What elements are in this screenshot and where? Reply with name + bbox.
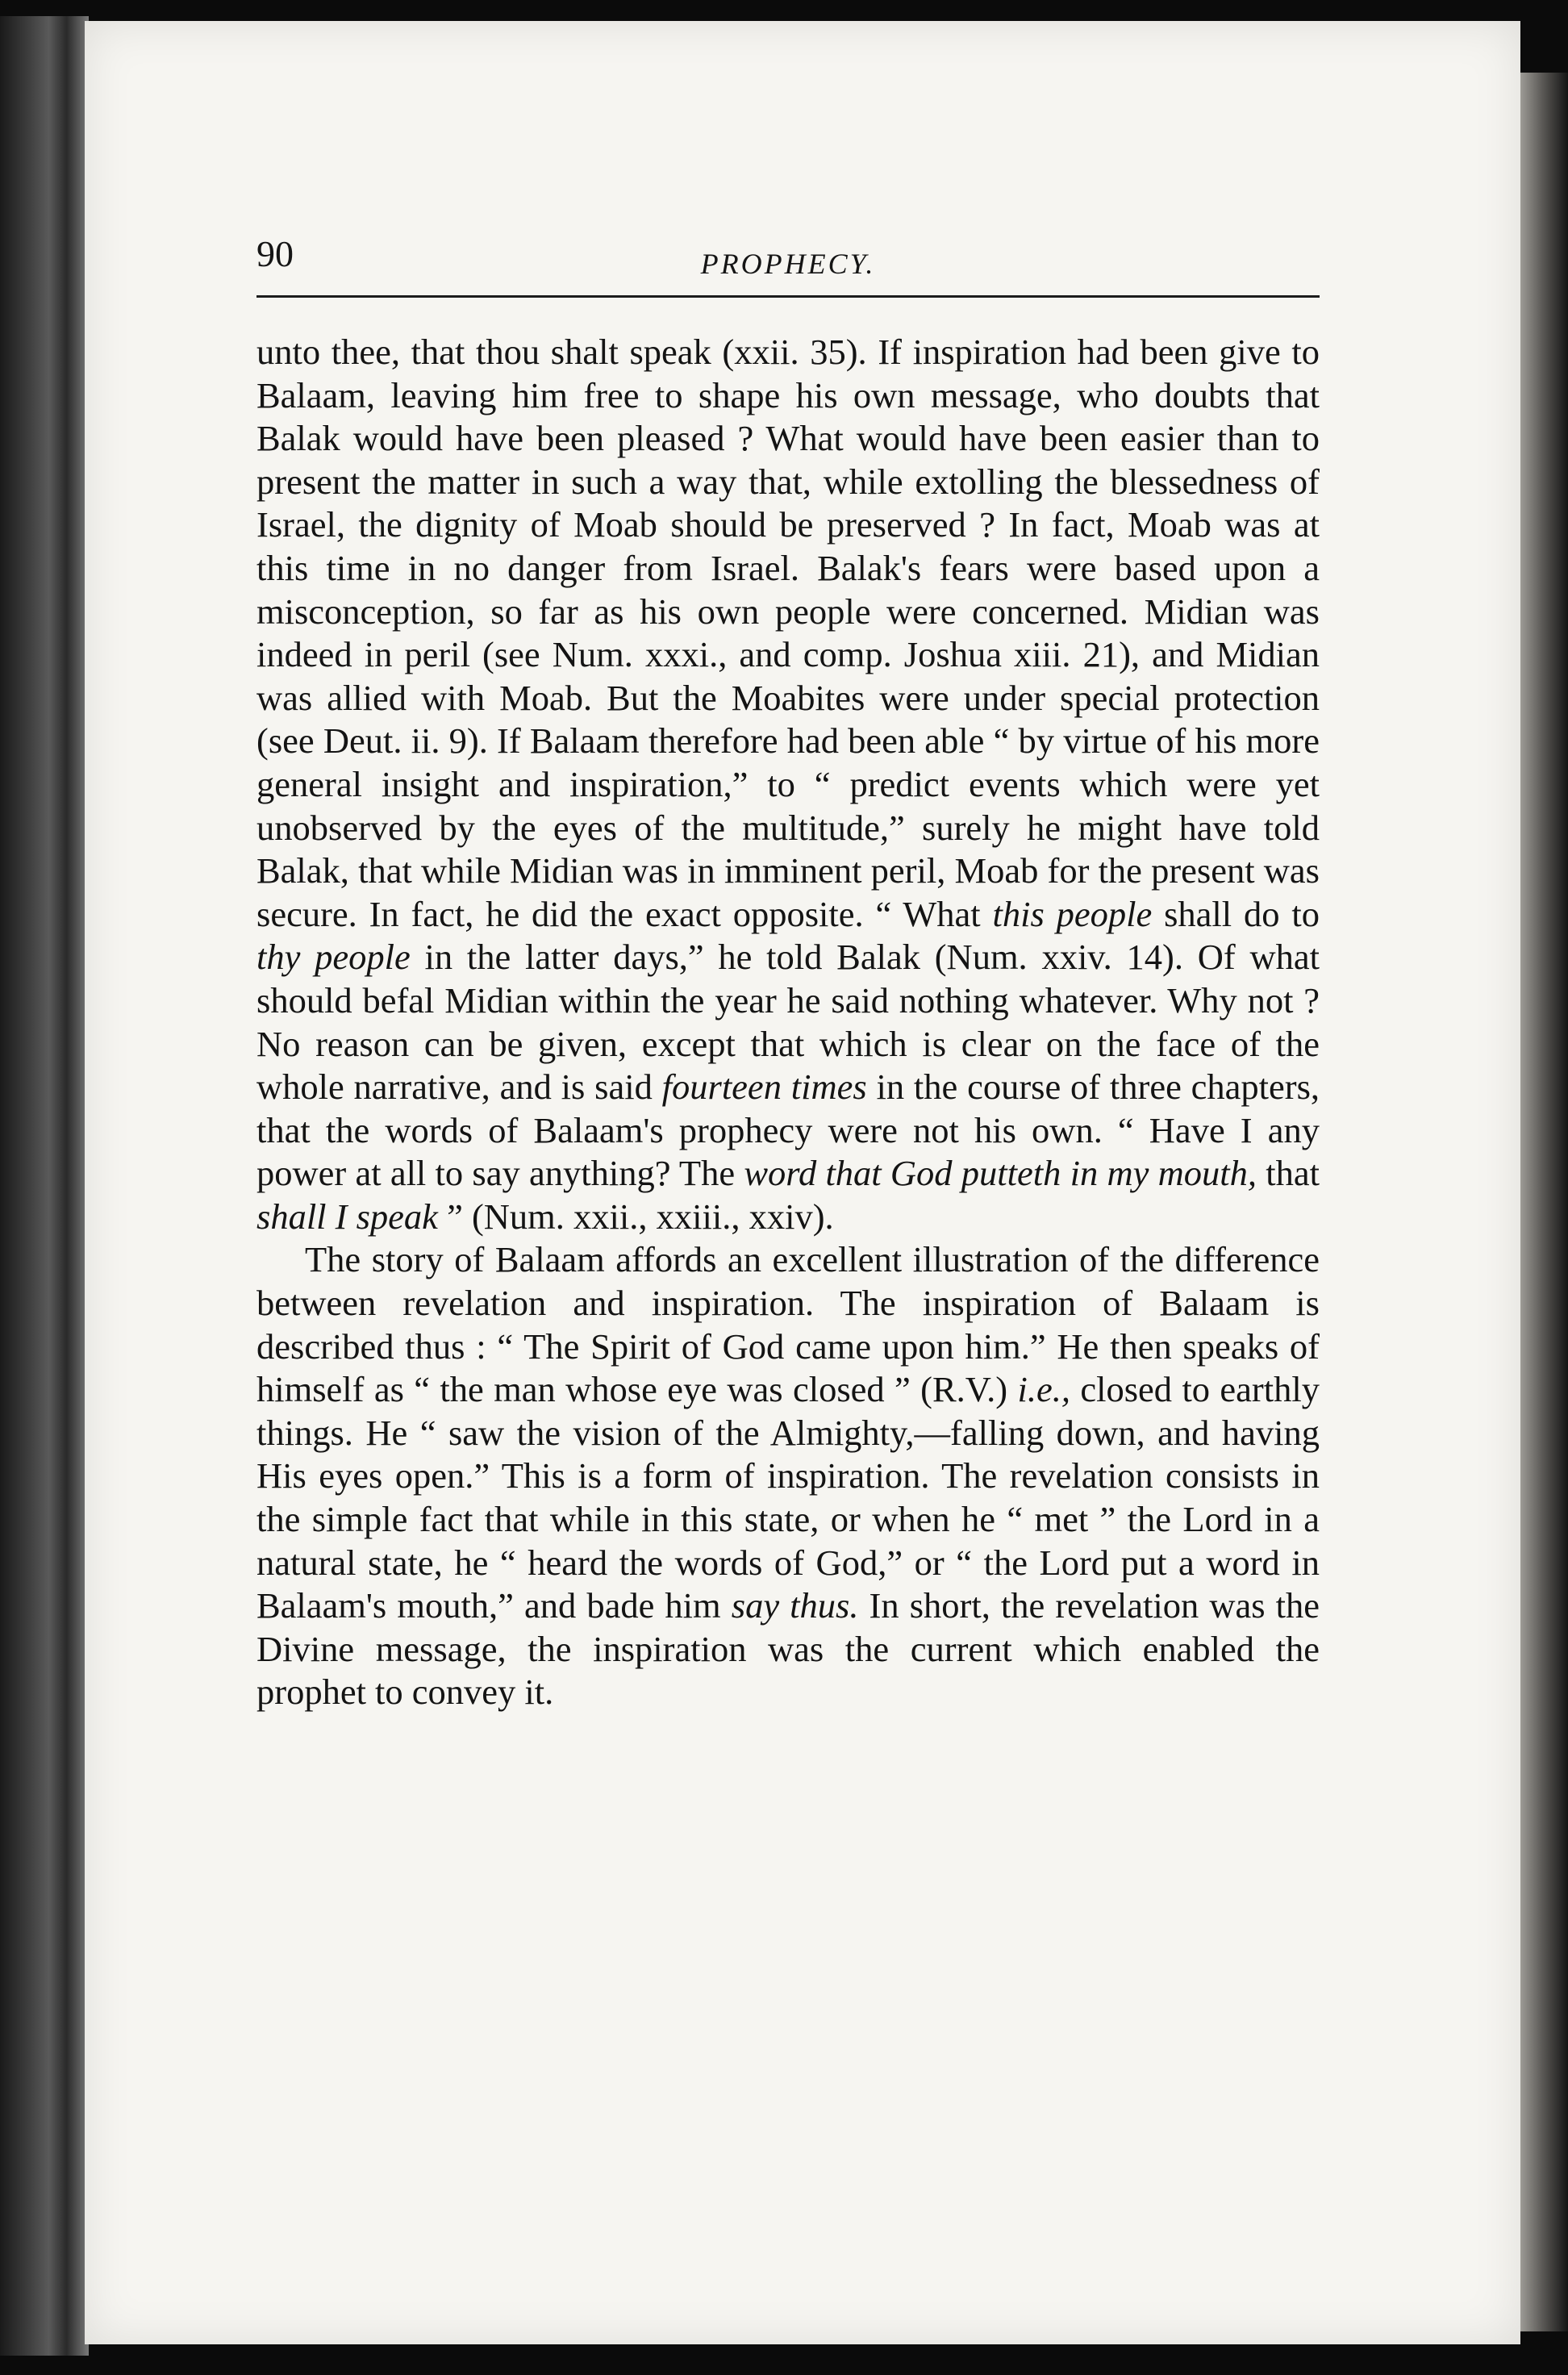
text-run: in the course of three chapters, that the words of Balaam's prophecy were not his own. “ Have I any power at all to say anything? The <box>256 1066 1320 1194</box>
text-run: that <box>1257 1153 1320 1194</box>
italic-run: word that God putteth in my mouth, <box>744 1153 1257 1194</box>
text-run: The story of Balaam affords an excellent illustration of the difference between revelation and inspiration. The inspiration of Balaam is described thus : “ The Spirit of God came upon him.” He then speaks of himself as “ the man whose eye was closed ” (R.V.) <box>256 1239 1320 1410</box>
page-header <box>256 219 1320 300</box>
italic-run: this people <box>992 893 1153 934</box>
paragraph-1 <box>256 331 1320 1238</box>
italic-run: say thus. <box>731 1585 859 1626</box>
italic-run: fourteen times <box>661 1066 867 1108</box>
italic-run: thy people <box>256 937 411 978</box>
text-run: unto thee, that thou shalt speak (xxii. 35). If inspiration had been give to Balaam, leaving him free to shape his own message, who doubts that Balak would have been pleased ? What would have been easier than to present the matter in such a way that, while extolling the blessedness of Israel, the dignity of Moab should be preserved ? In fact, Moab was at this time in no danger from Israel. Balak's fears were based upon a misconception, so far as his own people were concerned. Midian was indeed in peril (see Num. xxxi., and comp. Joshua xiii. 21), and Midian was allied with Moab. But the Moabites were under special protection (see Deut. ii. 9). If Balaam therefore had been able “ by virtue of his more general insight and inspiration,” to “ predict events which were yet unobserved by the eyes of the multitude,” surely he might have told Balak, that while Midian was in imminent peril, Moab for the present was secure. In fact, he did the exact opposite. “ What <box>256 332 1320 934</box>
header-rule <box>256 295 1320 298</box>
book-binding-edge <box>0 16 89 2356</box>
paragraph-2 <box>256 1238 1320 1714</box>
page-number: 90 <box>256 233 294 274</box>
italic-run: i.e., <box>1017 1369 1070 1410</box>
running-head: PROPHECY. <box>700 248 876 280</box>
text-run: in the latter days,” he told Balak (Num. xxiv. 14). Of what should befal Midian within the year he said nothing whatever. Why not ? No reason can be given, except that which is clear on the face of the whole narrative, and is said <box>256 937 1320 1108</box>
text-run: In short, the revelation was the Divine message, the inspiration was the current which enabled the prophet to convey it. <box>256 1585 1320 1713</box>
italic-run: shall I speak <box>256 1196 438 1237</box>
text-run: closed to earthly things. He “ saw the vision of the Almighty,—falling down, and having His eyes open.” This is a form of inspiration. The revelation consists in the simple fact that while in this state, or when he “ met ” the Lord in a natural state, he “ heard the words of God,” or “ the Lord put a word in Balaam's mouth,” and bade him <box>256 1369 1320 1626</box>
body-text <box>256 331 1320 1714</box>
text-run: shall do to <box>1152 893 1320 934</box>
text-run: ” (Num. xxii., xxiii., xxiv). <box>437 1196 834 1237</box>
